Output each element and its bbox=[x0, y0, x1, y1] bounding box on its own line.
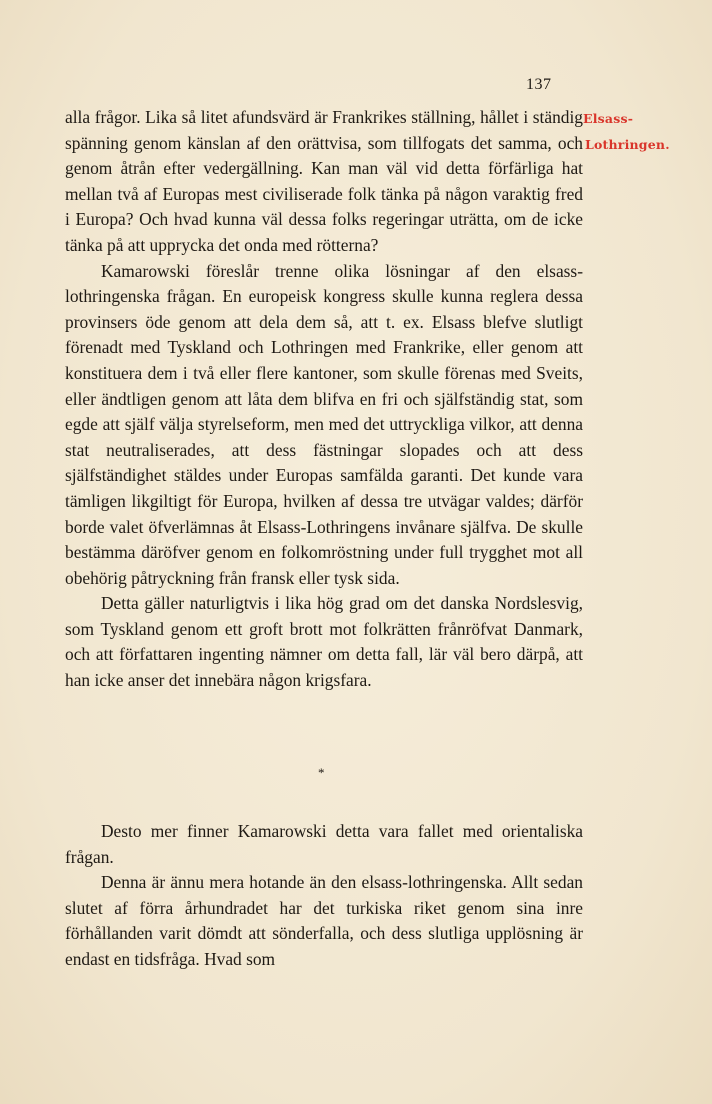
body-text-section-2 bbox=[65, 819, 583, 973]
paragraph-kamarowski-proposal: Kamarowski föreslår trenne olika lösningar af den elsass-lothringenska frågan. En europeisk kongress skulle kunna reglera dessa provinsers öde genom att dela dem så, att t. ex. Elsass blefve slutligt förenadt med Tyskland och Lothringen med Frankrike, eller genom att konstituera dem i två eller flere kantoner, som skulle förenas med Sveits, eller ändtligen genom att låta dem blifva en fri och själfständig stat, som egde att själf välja styrelseform, men med det uttryckliga vilkor, att denna stat neutraliserades, att dess fästningar slopades och att dess själfständighet stäldes under Europas samfälda garanti. Det kunde vara tämligen likgiltigt för Europa, hvilken af dessa tre utvägar valdes; därför borde valet öfverlämnas åt Elsass-Lothringens invånare själfva. De skulle bestämma däröfver genom en folkomröstning under full trygghet mot all obehörig påtryckning från fransk eller tysk sida. bbox=[65, 260, 583, 588]
body-text-section-1 bbox=[65, 105, 583, 694]
paragraph-oriental-question: Desto mer finner Kamarowski detta vara fallet med orientaliska frågan. bbox=[65, 821, 583, 867]
paragraph-turkish-empire: Denna är ännu mera hotande än den elsass-lothringenska. Allt sedan slutet af förra århundradet har det turkiska riket genom sina inre förhållanden varit dömdt att sönderfalla, och dess slutliga upplösning är endast en tidsfråga. Hvad som bbox=[65, 872, 583, 969]
margin-note-elsass: Elsass- bbox=[583, 111, 634, 126]
paragraph-nordslesvig: Detta gäller naturligtvis i lika hög grad om det danska Nordslesvig, som Tyskland genom ett groft brott mot folkrätten frånröfvat Danmark, och att författaren ingenting nämner om detta fall, lär väl bero därpå, att han icke anser det innebära någon krigsfara. bbox=[65, 593, 583, 691]
section-divider-asterisk: * bbox=[318, 765, 325, 780]
page-number: 137 bbox=[526, 76, 552, 93]
paragraph-continuation: alla frågor. Lika så litet afundsvärd är Frankrikes ställning, hållet i ständig spänning genom känslan af den orättvisa, som tillfogats det samma, och genom åtrån efter vedergällning. Kan man väl vid detta förfärliga hat mellan två af Europas mest civiliserade folk tänka på någon varaktig fred i Europa? Och hvad kunna väl dessa folks regeringar uträtta, om de icke tänka på att upprycka det onda med rötterna? bbox=[65, 107, 583, 255]
margin-note-lothringen: Lothringen. bbox=[585, 137, 670, 152]
